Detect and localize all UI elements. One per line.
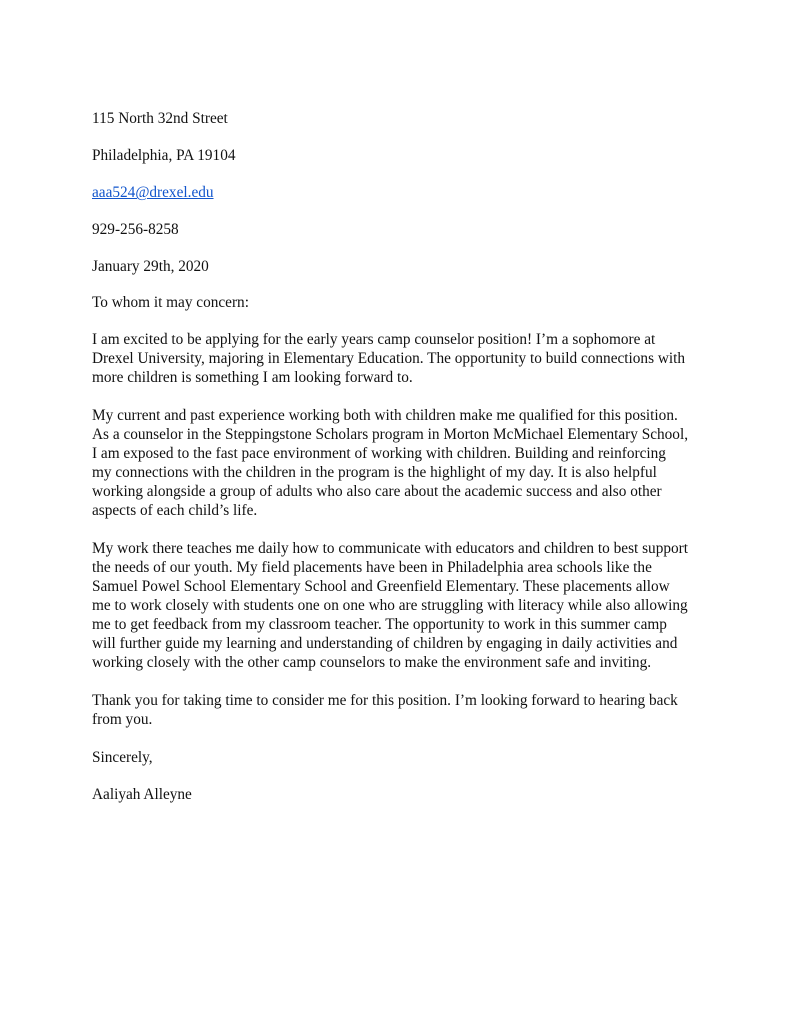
paragraph-line: Drexel University, majoring in Elementary Education. The opportunity to build connections with bbox=[92, 350, 686, 367]
paragraph-line: me to work closely with students one on one who are struggling with literacy while also allowing bbox=[92, 597, 688, 614]
paragraph-line: the needs of our youth. My field placements have been in Philadelphia area schools like the bbox=[92, 559, 652, 576]
email-link[interactable]: aaa524@drexel.edu bbox=[92, 184, 214, 201]
closing: Sincerely, bbox=[92, 749, 153, 766]
address-street: 115 North 32nd Street bbox=[92, 110, 228, 127]
address-city-state-zip: Philadelphia, PA 19104 bbox=[92, 147, 236, 164]
paragraph-line: As a counselor in the Steppingstone Scholars program in Morton McMichael Elementary School, bbox=[92, 426, 689, 443]
paragraph-line: working closely with the other camp counselors to make the environment safe and inviting. bbox=[92, 654, 652, 671]
paragraph-line: working alongside a group of adults who also care about the academic success and also other bbox=[92, 483, 662, 500]
salutation: To whom it may concern: bbox=[92, 294, 249, 311]
paragraph-line: My work there teaches me daily how to communicate with educators and children to best support bbox=[92, 540, 688, 557]
paragraph-line: aspects of each child’s life. bbox=[92, 502, 258, 519]
paragraph-line: will further guide my learning and understanding of children by engaging in daily activities and bbox=[92, 635, 678, 652]
paragraph-line: I am exposed to the fast pace environment of working with children. Building and reinforcing bbox=[92, 445, 666, 462]
phone-number: 929-256-8258 bbox=[92, 221, 179, 238]
paragraph-line: Thank you for taking time to consider me for this position. I’m looking forward to hearing back bbox=[92, 692, 678, 709]
paragraph-line: Samuel Powel School Elementary School and Greenfield Elementary. These placements allow bbox=[92, 578, 670, 595]
paragraph-line: more children is something I am looking forward to. bbox=[92, 369, 413, 386]
paragraph-line: from you. bbox=[92, 711, 153, 728]
letter-date: January 29th, 2020 bbox=[92, 258, 209, 275]
signature: Aaliyah Alleyne bbox=[92, 786, 192, 803]
paragraph-line: I am excited to be applying for the early years camp counselor position! I’m a sophomore at bbox=[92, 331, 656, 348]
paragraph-line: My current and past experience working both with children make me qualified for this position. bbox=[92, 407, 678, 424]
paragraph-line: my connections with the children in the program is the highlight of my day. It is also helpful bbox=[92, 464, 657, 481]
paragraph-line: me to get feedback from my classroom teacher. The opportunity to work in this summer camp bbox=[92, 616, 667, 633]
